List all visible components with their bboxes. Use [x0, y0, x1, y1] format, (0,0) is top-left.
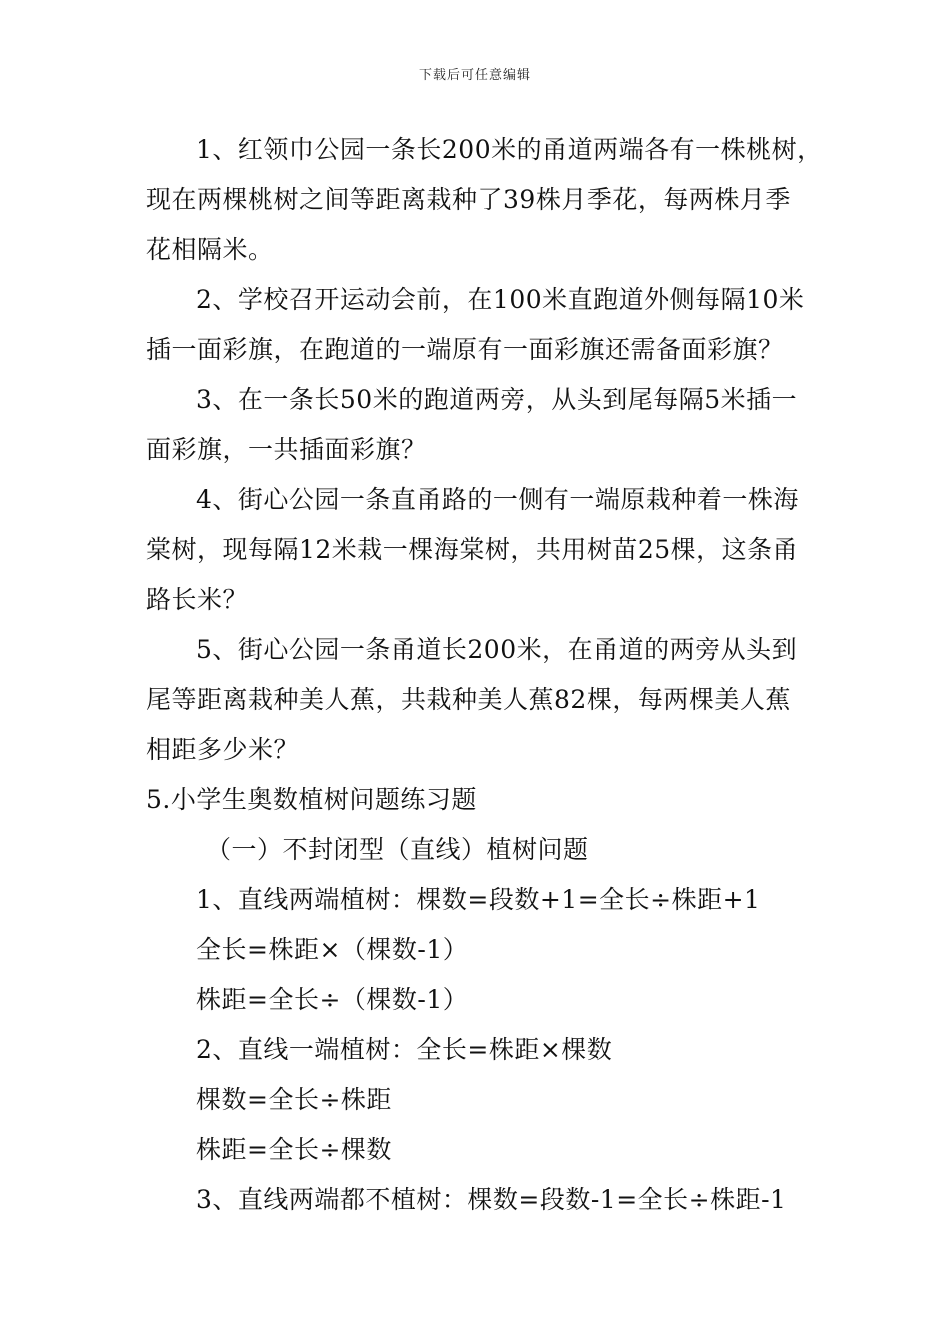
rule-3-line-1: 3、直线两端都不植树：棵数=段数-1=全长÷株距-1	[196, 1185, 787, 1214]
problem-1-line-1: 1、红领巾公园一条长200米的甬道两端各有一株桃树，	[196, 135, 823, 164]
problem-5-line-3: 相距多少米？	[146, 735, 300, 764]
problem-4-line-2: 棠树，现每隔12米栽一棵海棠树，共用树苗25棵，这条甬	[146, 535, 799, 564]
problem-1-line-3: 花相隔米。	[146, 235, 274, 264]
problem-2-line-2: 插一面彩旗，在跑道的一端原有一面彩旗还需备面彩旗？	[146, 335, 784, 364]
rule-1-line-3: 株距=全长÷（棵数-1）	[196, 985, 469, 1014]
problem-3-line-1: 3、在一条长50米的跑道两旁，从头到尾每隔5米插一	[196, 385, 798, 414]
problem-4-line-3: 路长米？	[146, 585, 249, 614]
problem-5-line-1: 5、街心公园一条甬道长200米，在甬道的两旁从头到	[196, 635, 798, 664]
problem-2-line-1: 2、学校召开运动会前，在100米直跑道外侧每隔10米	[196, 285, 805, 314]
rule-1-line-1: 1、直线两端植树：棵数=段数+1=全长÷株距+1	[196, 885, 761, 914]
problem-1-line-2: 现在两棵桃树之间等距离栽种了39株月季花，每两株月季	[146, 185, 791, 214]
problem-4-line-1: 4、街心公园一条直甬路的一侧有一端原栽种着一株海	[196, 485, 799, 514]
page-header: 下载后可任意编辑	[418, 68, 531, 83]
problem-5-line-2: 尾等距离栽种美人蕉，共栽种美人蕉82棵，每两棵美人蕉	[146, 685, 791, 714]
rule-2-line-3: 株距=全长÷棵数	[196, 1135, 392, 1164]
subsection-title: （一）不封闭型（直线）植树问题	[206, 835, 589, 864]
rule-2-line-1: 2、直线一端植树：全长=株距×棵数	[196, 1035, 613, 1064]
rule-1-line-2: 全长=株距×（棵数-1）	[196, 935, 469, 964]
problem-3-line-2: 面彩旗，一共插面彩旗？	[146, 435, 427, 464]
rule-2-line-2: 棵数=全长÷株距	[196, 1085, 392, 1114]
section-title: 5.小学生奥数植树问题练习题	[146, 785, 477, 814]
